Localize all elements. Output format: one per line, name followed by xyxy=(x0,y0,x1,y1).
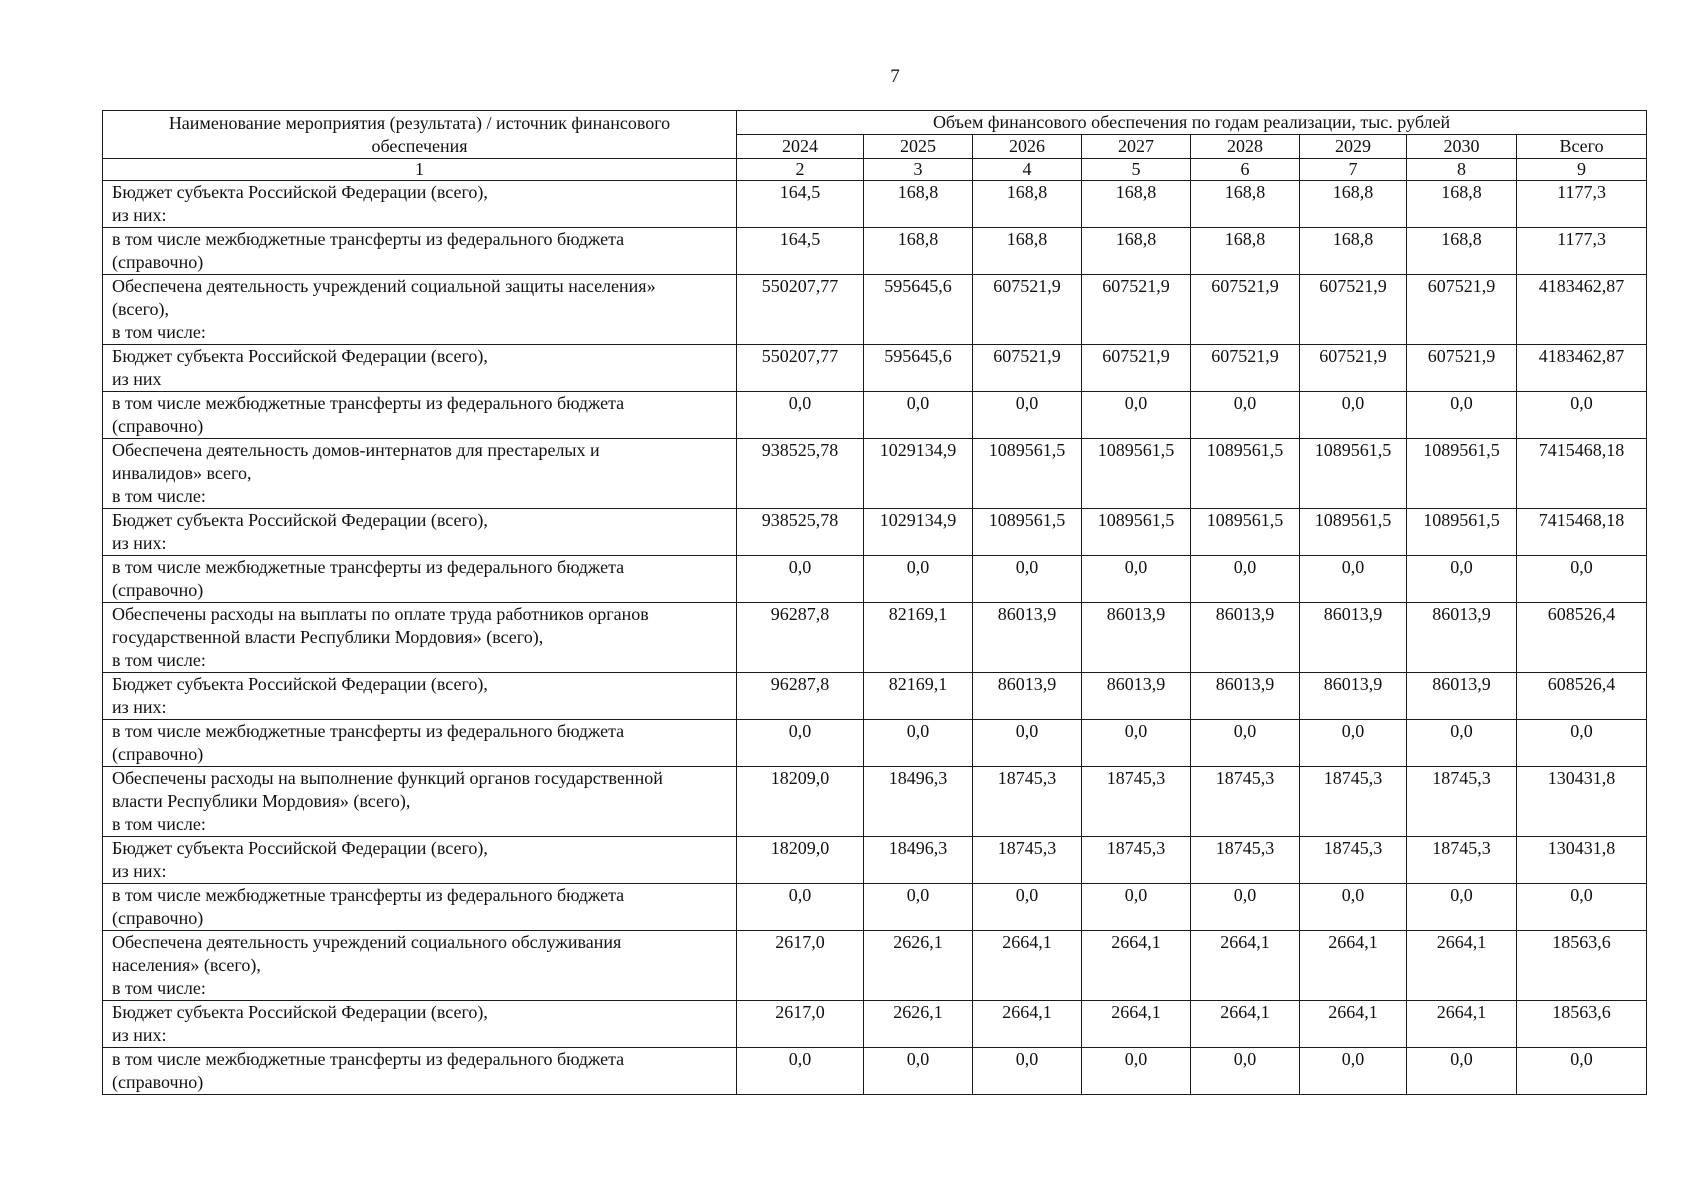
row-name-line: из них: xyxy=(112,205,167,225)
row-value-total: 0,0 xyxy=(1517,884,1647,931)
row-name-line: (справочно) xyxy=(112,1072,204,1092)
row-value-2030: 86013,9 xyxy=(1407,673,1517,720)
row-value-2027: 607521,9 xyxy=(1082,345,1191,392)
row-value-2028: 86013,9 xyxy=(1191,673,1300,720)
row-value-2024: 2617,0 xyxy=(737,1001,864,1048)
row-value-2028: 168,8 xyxy=(1191,181,1300,228)
row-value-2027: 0,0 xyxy=(1082,556,1191,603)
row-value-2028: 86013,9 xyxy=(1191,603,1300,673)
row-value-2029: 86013,9 xyxy=(1300,673,1407,720)
row-name-cell xyxy=(103,767,737,837)
row-name-cell xyxy=(103,181,737,228)
row-name-line: Бюджет субъекта Российской Федерации (всего), xyxy=(112,1002,488,1022)
row-value-2030: 1089561,5 xyxy=(1407,509,1517,556)
row-name-line: из них: xyxy=(112,1025,167,1045)
row-value-2030: 18745,3 xyxy=(1407,837,1517,884)
table-row xyxy=(103,720,1647,767)
row-name-line: из них xyxy=(112,369,162,389)
row-name-line: в том числе межбюджетные трансферты из федерального бюджета xyxy=(112,229,625,249)
row-value-2024: 938525,78 xyxy=(737,439,864,509)
row-value-2026: 0,0 xyxy=(973,720,1082,767)
row-value-2029: 18745,3 xyxy=(1300,837,1407,884)
row-value-2025: 168,8 xyxy=(864,181,973,228)
row-value-2024: 550207,77 xyxy=(737,345,864,392)
row-value-2026: 607521,9 xyxy=(973,345,1082,392)
row-name-line: из них: xyxy=(112,861,167,881)
row-value-total: 1177,3 xyxy=(1517,181,1647,228)
row-name-line: Бюджет субъекта Российской Федерации (всего), xyxy=(112,838,488,858)
row-value-2025: 168,8 xyxy=(864,228,973,275)
row-name-line: Обеспечены расходы на выплаты по оплате труда работников органов xyxy=(112,604,649,624)
row-value-2026: 18745,3 xyxy=(973,767,1082,837)
row-value-2030: 168,8 xyxy=(1407,181,1517,228)
row-value-2029: 607521,9 xyxy=(1300,345,1407,392)
row-value-2026: 86013,9 xyxy=(973,603,1082,673)
row-value-total: 0,0 xyxy=(1517,720,1647,767)
row-name-line: из них: xyxy=(112,533,167,553)
column-number-9: 9 xyxy=(1517,159,1647,181)
table-row xyxy=(103,931,1647,1001)
row-value-2025: 0,0 xyxy=(864,720,973,767)
row-value-2029: 86013,9 xyxy=(1300,603,1407,673)
row-value-2029: 1089561,5 xyxy=(1300,439,1407,509)
row-value-2025: 0,0 xyxy=(864,1048,973,1095)
row-name-line: (всего), xyxy=(112,299,170,319)
row-value-2024: 938525,78 xyxy=(737,509,864,556)
row-value-total: 130431,8 xyxy=(1517,767,1647,837)
header-volume-caption: Объем финансового обеспечения по годам реализации, тыс. рублей xyxy=(737,111,1647,135)
row-value-total: 4183462,87 xyxy=(1517,275,1647,345)
row-value-2027: 18745,3 xyxy=(1082,767,1191,837)
row-name-cell xyxy=(103,673,737,720)
row-value-2026: 1089561,5 xyxy=(973,439,1082,509)
row-value-2024: 18209,0 xyxy=(737,837,864,884)
row-value-2030: 0,0 xyxy=(1407,1048,1517,1095)
row-name-line: в том числе межбюджетные трансферты из федерального бюджета xyxy=(112,557,625,577)
row-value-2028: 18745,3 xyxy=(1191,767,1300,837)
table-row xyxy=(103,275,1647,345)
row-name-cell xyxy=(103,931,737,1001)
row-value-2029: 168,8 xyxy=(1300,181,1407,228)
row-name-cell xyxy=(103,439,737,509)
row-value-total: 130431,8 xyxy=(1517,837,1647,884)
row-value-2030: 607521,9 xyxy=(1407,345,1517,392)
row-name-cell xyxy=(103,1001,737,1048)
row-name-line: Бюджет субъекта Российской Федерации (всего), xyxy=(112,182,488,202)
row-value-2028: 607521,9 xyxy=(1191,275,1300,345)
row-value-2027: 0,0 xyxy=(1082,392,1191,439)
row-name-line: в том числе межбюджетные трансферты из федерального бюджета xyxy=(112,885,625,905)
row-value-2028: 0,0 xyxy=(1191,556,1300,603)
row-value-2030: 18745,3 xyxy=(1407,767,1517,837)
header-year-2025: 2025 xyxy=(864,135,973,159)
table-row xyxy=(103,1048,1647,1095)
row-value-2024: 96287,8 xyxy=(737,673,864,720)
row-value-2029: 2664,1 xyxy=(1300,931,1407,1001)
row-value-2029: 0,0 xyxy=(1300,556,1407,603)
table-row xyxy=(103,1001,1647,1048)
row-value-2026: 2664,1 xyxy=(973,931,1082,1001)
row-value-2030: 1089561,5 xyxy=(1407,439,1517,509)
row-value-total: 18563,6 xyxy=(1517,931,1647,1001)
row-name-line: Бюджет субъекта Российской Федерации (всего), xyxy=(112,346,488,366)
row-name-cell xyxy=(103,228,737,275)
row-name-line: Бюджет субъекта Российской Федерации (всего), xyxy=(112,510,488,530)
row-value-2024: 550207,77 xyxy=(737,275,864,345)
row-value-2026: 0,0 xyxy=(973,1048,1082,1095)
row-name-cell xyxy=(103,556,737,603)
row-name-line: Бюджет субъекта Российской Федерации (всего), xyxy=(112,674,488,694)
row-value-total: 0,0 xyxy=(1517,556,1647,603)
row-value-2027: 2664,1 xyxy=(1082,1001,1191,1048)
row-value-2027: 168,8 xyxy=(1082,181,1191,228)
row-value-2027: 18745,3 xyxy=(1082,837,1191,884)
header-year-2024: 2024 xyxy=(737,135,864,159)
row-name-line: (справочно) xyxy=(112,744,204,764)
row-value-2025: 18496,3 xyxy=(864,767,973,837)
table-body xyxy=(103,181,1647,1095)
row-name-cell xyxy=(103,345,737,392)
row-name-line: в том числе: xyxy=(112,650,206,670)
row-value-2028: 0,0 xyxy=(1191,392,1300,439)
row-value-total: 608526,4 xyxy=(1517,603,1647,673)
column-number-8: 8 xyxy=(1407,159,1517,181)
row-value-2028: 0,0 xyxy=(1191,720,1300,767)
row-name-line: власти Республики Мордовия» (всего), xyxy=(112,791,411,811)
header-year-2030: 2030 xyxy=(1407,135,1517,159)
row-value-2026: 0,0 xyxy=(973,392,1082,439)
row-name-cell xyxy=(103,837,737,884)
row-value-2024: 0,0 xyxy=(737,884,864,931)
row-name-line: в том числе: xyxy=(112,322,206,342)
row-value-2026: 168,8 xyxy=(973,228,1082,275)
row-name-line: (справочно) xyxy=(112,252,204,272)
row-name-cell xyxy=(103,392,737,439)
row-value-2026: 0,0 xyxy=(973,556,1082,603)
table-row xyxy=(103,228,1647,275)
row-name-line: (справочно) xyxy=(112,580,204,600)
table-row xyxy=(103,181,1647,228)
row-value-2025: 595645,6 xyxy=(864,345,973,392)
row-value-2028: 0,0 xyxy=(1191,884,1300,931)
row-value-total: 7415468,18 xyxy=(1517,439,1647,509)
row-value-2024: 0,0 xyxy=(737,392,864,439)
row-value-total: 1177,3 xyxy=(1517,228,1647,275)
row-value-2026: 607521,9 xyxy=(973,275,1082,345)
row-value-2029: 18745,3 xyxy=(1300,767,1407,837)
row-value-2028: 2664,1 xyxy=(1191,1001,1300,1048)
row-name-line: в том числе межбюджетные трансферты из федерального бюджета xyxy=(112,393,625,413)
header-year-2029: 2029 xyxy=(1300,135,1407,159)
row-value-2024: 18209,0 xyxy=(737,767,864,837)
row-value-2028: 2664,1 xyxy=(1191,931,1300,1001)
row-name-line: населения» (всего), xyxy=(112,955,261,975)
row-name-line: (справочно) xyxy=(112,908,204,928)
row-value-2024: 164,5 xyxy=(737,228,864,275)
row-name-line: Обеспечена деятельность учреждений социальной защиты населения» xyxy=(112,276,656,296)
row-value-total: 7415468,18 xyxy=(1517,509,1647,556)
row-value-2025: 2626,1 xyxy=(864,931,973,1001)
row-value-2029: 0,0 xyxy=(1300,392,1407,439)
table-row xyxy=(103,509,1647,556)
row-value-2025: 0,0 xyxy=(864,392,973,439)
row-name-line: Обеспечены расходы на выполнение функций органов государственной xyxy=(112,768,663,788)
row-name-cell xyxy=(103,884,737,931)
table-row xyxy=(103,556,1647,603)
column-number-5: 5 xyxy=(1082,159,1191,181)
row-value-2028: 0,0 xyxy=(1191,1048,1300,1095)
row-value-total: 0,0 xyxy=(1517,1048,1647,1095)
table-row xyxy=(103,673,1647,720)
row-name-line: в том числе: xyxy=(112,978,206,998)
row-value-2029: 0,0 xyxy=(1300,720,1407,767)
row-name-line: в том числе: xyxy=(112,486,206,506)
row-value-2024: 0,0 xyxy=(737,720,864,767)
header-year-2026: 2026 xyxy=(973,135,1082,159)
table-header xyxy=(103,111,1647,181)
row-name-line: инвалидов» всего, xyxy=(112,463,252,483)
row-value-2024: 0,0 xyxy=(737,556,864,603)
row-name-line: в том числе межбюджетные трансферты из федерального бюджета xyxy=(112,1049,625,1069)
row-value-2029: 0,0 xyxy=(1300,884,1407,931)
row-value-2027: 0,0 xyxy=(1082,884,1191,931)
row-value-2025: 2626,1 xyxy=(864,1001,973,1048)
column-number-4: 4 xyxy=(973,159,1082,181)
row-value-2027: 0,0 xyxy=(1082,720,1191,767)
row-value-2026: 1089561,5 xyxy=(973,509,1082,556)
row-value-2030: 86013,9 xyxy=(1407,603,1517,673)
row-value-2025: 0,0 xyxy=(864,556,973,603)
row-value-2030: 607521,9 xyxy=(1407,275,1517,345)
row-name-line: Обеспечена деятельность домов-интернатов для престарелых и xyxy=(112,440,600,460)
row-value-2025: 82169,1 xyxy=(864,603,973,673)
row-name-cell xyxy=(103,275,737,345)
row-value-2024: 96287,8 xyxy=(737,603,864,673)
header-column-numbers-row xyxy=(103,159,1647,181)
row-value-2029: 607521,9 xyxy=(1300,275,1407,345)
row-value-2025: 82169,1 xyxy=(864,673,973,720)
row-value-2028: 18745,3 xyxy=(1191,837,1300,884)
column-number-2: 2 xyxy=(737,159,864,181)
header-year-2027: 2027 xyxy=(1082,135,1191,159)
column-number-7: 7 xyxy=(1300,159,1407,181)
table-row xyxy=(103,837,1647,884)
row-value-2029: 1089561,5 xyxy=(1300,509,1407,556)
row-value-2027: 1089561,5 xyxy=(1082,509,1191,556)
financing-table xyxy=(102,110,1647,1095)
row-value-2026: 86013,9 xyxy=(973,673,1082,720)
row-value-2029: 0,0 xyxy=(1300,1048,1407,1095)
row-value-2028: 1089561,5 xyxy=(1191,509,1300,556)
row-value-2030: 2664,1 xyxy=(1407,931,1517,1001)
row-value-2027: 0,0 xyxy=(1082,1048,1191,1095)
row-name-cell xyxy=(103,509,737,556)
row-value-2030: 0,0 xyxy=(1407,884,1517,931)
row-value-2028: 168,8 xyxy=(1191,228,1300,275)
row-value-2028: 1089561,5 xyxy=(1191,439,1300,509)
table-row xyxy=(103,392,1647,439)
row-value-2024: 2617,0 xyxy=(737,931,864,1001)
column-number-3: 3 xyxy=(864,159,973,181)
table-row xyxy=(103,767,1647,837)
header-name-column: Наименование мероприятия (результата) / источник финансового обеспечения xyxy=(103,111,737,159)
table-row xyxy=(103,884,1647,931)
row-name-line: в том числе: xyxy=(112,814,206,834)
row-value-2027: 168,8 xyxy=(1082,228,1191,275)
row-value-2027: 2664,1 xyxy=(1082,931,1191,1001)
header-year-total: Всего xyxy=(1517,135,1647,159)
row-value-2026: 18745,3 xyxy=(973,837,1082,884)
row-value-total: 4183462,87 xyxy=(1517,345,1647,392)
row-value-2025: 595645,6 xyxy=(864,275,973,345)
row-value-2030: 2664,1 xyxy=(1407,1001,1517,1048)
column-number-1: 1 xyxy=(103,159,737,181)
table-row xyxy=(103,345,1647,392)
row-value-2027: 607521,9 xyxy=(1082,275,1191,345)
row-value-2025: 1029134,9 xyxy=(864,509,973,556)
row-value-2026: 168,8 xyxy=(973,181,1082,228)
row-value-2025: 18496,3 xyxy=(864,837,973,884)
row-value-2025: 1029134,9 xyxy=(864,439,973,509)
row-value-2030: 0,0 xyxy=(1407,556,1517,603)
row-value-2029: 168,8 xyxy=(1300,228,1407,275)
row-value-2027: 86013,9 xyxy=(1082,603,1191,673)
row-value-2024: 164,5 xyxy=(737,181,864,228)
row-name-line: (справочно) xyxy=(112,416,204,436)
row-value-2024: 0,0 xyxy=(737,1048,864,1095)
row-name-line: Обеспечена деятельность учреждений социального обслуживания xyxy=(112,932,622,952)
row-name-cell xyxy=(103,1048,737,1095)
header-year-2028: 2028 xyxy=(1191,135,1300,159)
row-value-2028: 607521,9 xyxy=(1191,345,1300,392)
row-value-2027: 1089561,5 xyxy=(1082,439,1191,509)
row-value-2026: 0,0 xyxy=(973,884,1082,931)
row-name-cell xyxy=(103,603,737,673)
row-value-2029: 2664,1 xyxy=(1300,1001,1407,1048)
column-number-6: 6 xyxy=(1191,159,1300,181)
row-value-total: 608526,4 xyxy=(1517,673,1647,720)
row-value-total: 0,0 xyxy=(1517,392,1647,439)
row-value-2030: 0,0 xyxy=(1407,392,1517,439)
row-value-2030: 168,8 xyxy=(1407,228,1517,275)
row-value-2026: 2664,1 xyxy=(973,1001,1082,1048)
row-name-line: из них: xyxy=(112,697,167,717)
row-value-2025: 0,0 xyxy=(864,884,973,931)
row-value-2027: 86013,9 xyxy=(1082,673,1191,720)
page-number: 7 xyxy=(890,66,900,87)
table-row xyxy=(103,439,1647,509)
row-value-total: 18563,6 xyxy=(1517,1001,1647,1048)
row-name-line: государственной власти Республики Мордовия» (всего), xyxy=(112,627,544,647)
row-name-line: в том числе межбюджетные трансферты из федерального бюджета xyxy=(112,721,625,741)
row-name-cell xyxy=(103,720,737,767)
table-row xyxy=(103,603,1647,673)
row-value-2030: 0,0 xyxy=(1407,720,1517,767)
